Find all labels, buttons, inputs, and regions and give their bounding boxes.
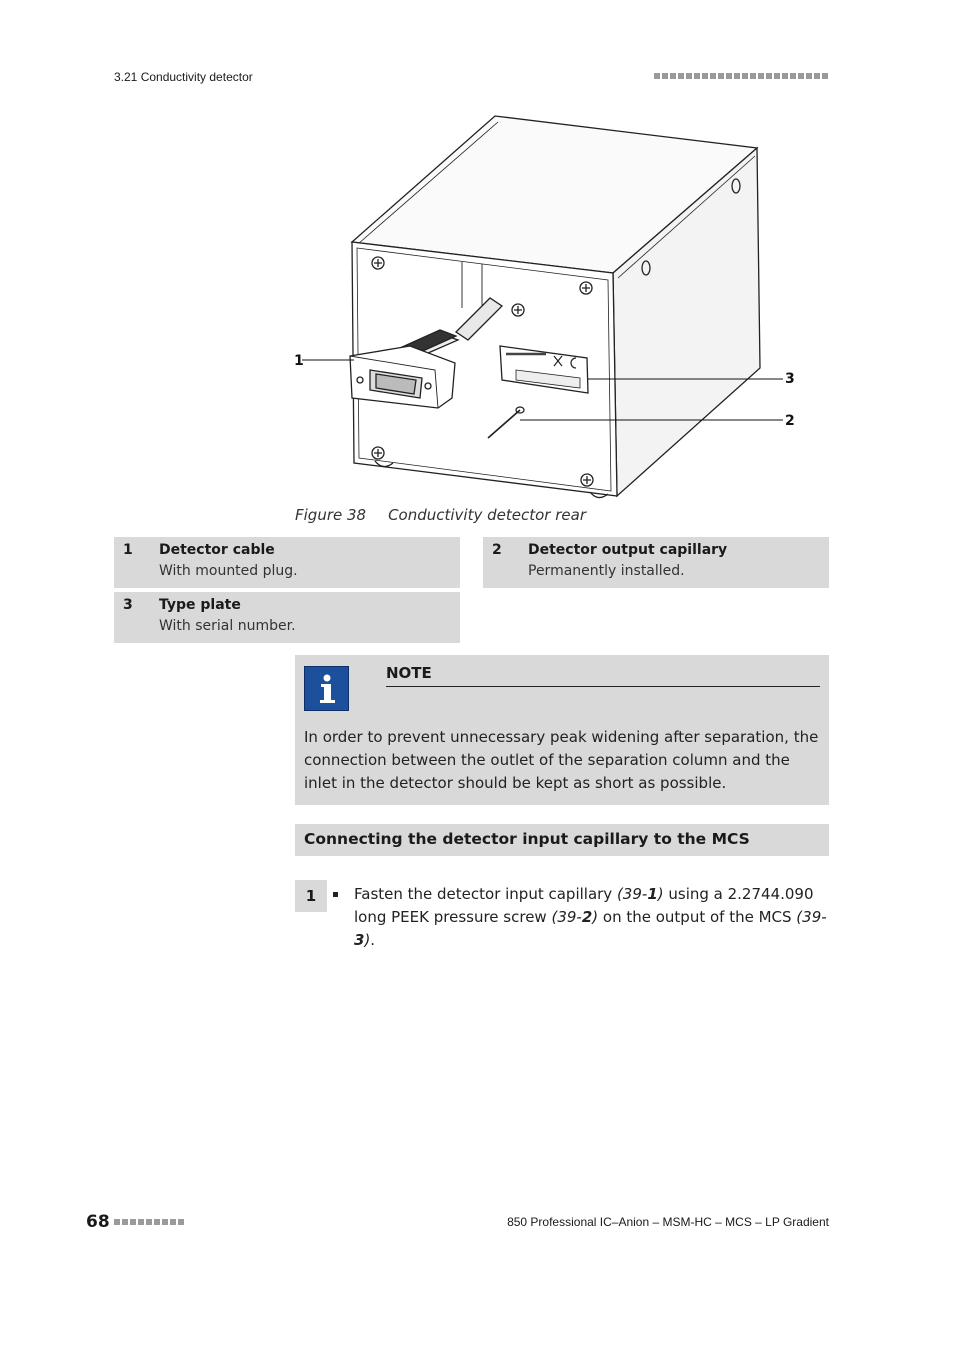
running-header-section: 3.21 Conductivity detector bbox=[114, 70, 253, 84]
legend-description: With serial number. bbox=[159, 618, 296, 634]
legend-number: 3 bbox=[123, 597, 133, 613]
page-number: 68 bbox=[86, 1212, 110, 1232]
figure-reference: (39-3) bbox=[354, 908, 827, 949]
step-text-part: on the output of the MCS bbox=[598, 908, 797, 926]
note-box bbox=[295, 655, 829, 805]
legend-item bbox=[114, 537, 460, 588]
legend-description: Permanently installed. bbox=[528, 563, 685, 579]
step-text-part: Fasten the detector input capillary bbox=[354, 885, 617, 903]
legend-number: 2 bbox=[492, 542, 502, 558]
legend-title: Detector output capillary bbox=[528, 542, 728, 558]
step-number: 1 bbox=[295, 880, 327, 912]
footer-decoration bbox=[114, 1219, 184, 1225]
footer-document-title: 850 Professional IC–Anion – MSM-HC – MCS – LP Gradient bbox=[507, 1215, 829, 1229]
step-text bbox=[354, 883, 832, 952]
bullet-icon bbox=[333, 892, 338, 897]
legend-item bbox=[483, 537, 829, 588]
header-decoration bbox=[654, 73, 828, 79]
step-text-part: . bbox=[370, 931, 376, 949]
info-icon bbox=[304, 666, 349, 711]
legend-number: 1 bbox=[123, 542, 133, 558]
figure-reference: (39-2) bbox=[551, 908, 599, 926]
note-title: NOTE bbox=[386, 664, 820, 687]
figure-number: Figure 38 bbox=[295, 506, 367, 524]
detector-rear-illustration bbox=[294, 108, 800, 504]
callout-3: 3 bbox=[785, 371, 795, 387]
section-heading: Connecting the detector input capillary to the MCS bbox=[295, 824, 829, 856]
figure-caption bbox=[295, 506, 586, 524]
callout-2: 2 bbox=[785, 413, 795, 429]
callout-1: 1 bbox=[294, 353, 304, 369]
figure-reference: (39-1) bbox=[616, 885, 664, 903]
figure-caption-text: Conductivity detector rear bbox=[388, 506, 586, 524]
legend-title: Detector cable bbox=[159, 542, 275, 558]
step-text-part: using a 2.2744.090 long PEEK pressure screw bbox=[354, 885, 814, 926]
legend-title: Type plate bbox=[159, 597, 241, 613]
note-body: In order to prevent unnecessary peak widening after separation, the connection between the outlet of the separation column and the inlet in the detector should be kept as short as possible. bbox=[304, 728, 819, 792]
legend-description: With mounted plug. bbox=[159, 563, 298, 579]
legend-item bbox=[114, 592, 460, 643]
